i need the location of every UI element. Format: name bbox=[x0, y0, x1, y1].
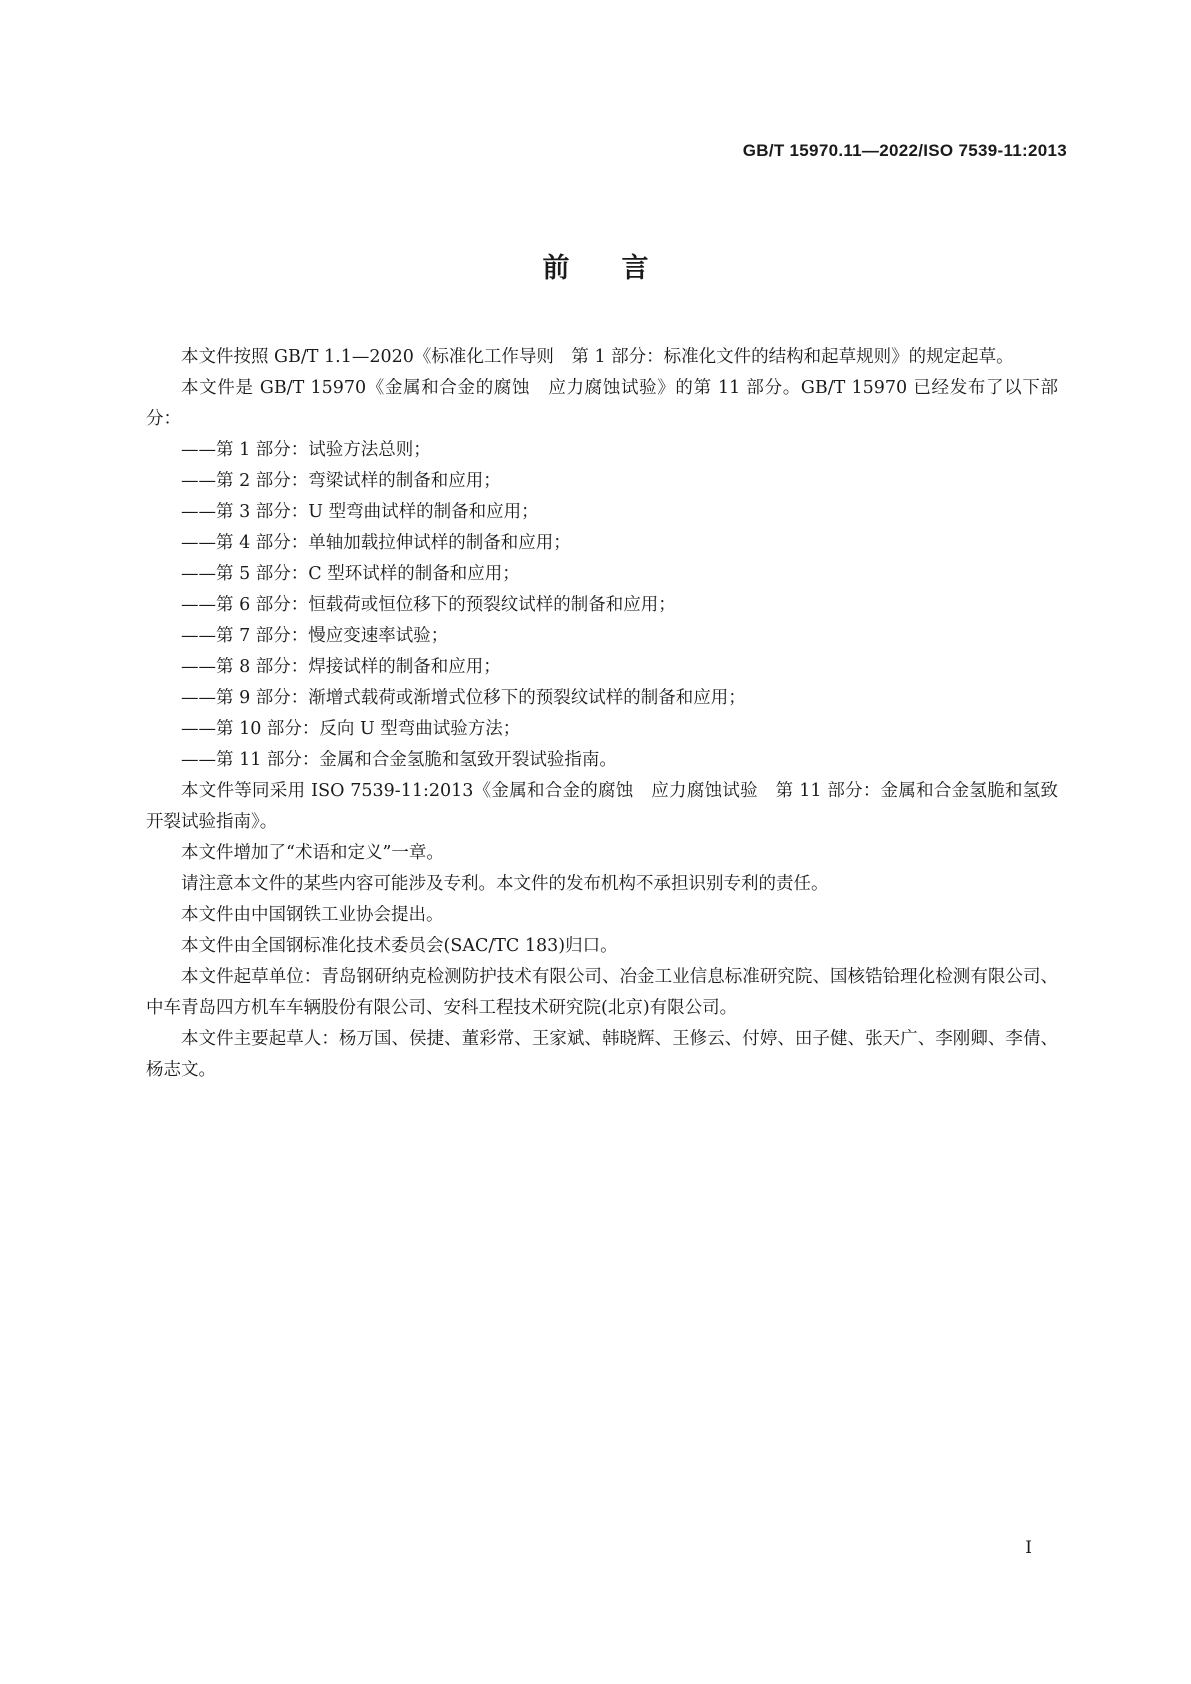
paragraph-added-chapter: 本文件增加了“术语和定义”一章。 bbox=[181, 843, 444, 863]
list-item: ——第 1 部分：试验方法总则； bbox=[181, 440, 431, 460]
paragraph-drafting-organizations: 本文件起草单位：青岛钢研纳克检测防护技术有限公司、冶金工业信息标准研究院、国核锆铪理化检测有限公司、中车青岛四方机车车辆股份有限公司、安科工程技术研究院(北京)有限公司。 bbox=[146, 967, 1058, 1018]
list-item: ——第 6 部分：恒载荷或恒位移下的预裂纹试样的制备和应用； bbox=[181, 595, 676, 615]
list-item: ——第 2 部分：弯梁试样的制备和应用； bbox=[181, 471, 501, 491]
paragraph-iso-adoption: 本文件等同采用 ISO 7539-11:2013《金属和合金的腐蚀 应力腐蚀试验 第 11 部分：金属和合金氢脆和氢致开裂试验指南》。 bbox=[146, 781, 1058, 832]
preface-body bbox=[146, 342, 1058, 1086]
paragraph-patent-notice: 请注意本文件的某些内容可能涉及专利。本文件的发布机构不承担识别专利的责任。 bbox=[181, 874, 829, 894]
list-item: ——第 11 部分：金属和合金氢脆和氢致开裂试验指南。 bbox=[181, 750, 617, 770]
list-item: ——第 7 部分：慢应变速率试验； bbox=[181, 626, 449, 646]
paragraph-committee: 本文件由全国钢标准化技术委员会(SAC/TC 183)归口。 bbox=[181, 936, 618, 956]
list-item: ——第 8 部分：焊接试样的制备和应用； bbox=[181, 657, 501, 677]
paragraph-drafters: 本文件主要起草人：杨万国、侯捷、董彩常、王家斌、韩晓辉、王修云、付婷、田子健、张天广、李刚卿、李倩、杨志文。 bbox=[146, 1029, 1058, 1080]
list-item: ——第 10 部分：反向 U 型弯曲试验方法； bbox=[181, 719, 521, 739]
list-item: ——第 5 部分：C 型环试样的制备和应用； bbox=[181, 564, 520, 584]
list-item: ——第 4 部分：单轴加载拉伸试样的制备和应用； bbox=[181, 533, 571, 553]
document-standard-number: GB/T 15970.11—2022/ISO 7539-11:2013 bbox=[742, 141, 1067, 160]
list-item: ——第 9 部分：渐增式载荷或渐增式位移下的预裂纹试样的制备和应用； bbox=[181, 688, 746, 708]
list-item: ——第 3 部分：U 型弯曲试样的制备和应用； bbox=[181, 502, 539, 522]
paragraph-drafting-rules: 本文件按照 GB/T 1.1—2020《标准化工作导则 第 1 部分：标准化文件的结构和起草规则》的规定起草。 bbox=[181, 347, 1014, 367]
paragraph-proposer: 本文件由中国钢铁工业协会提出。 bbox=[181, 905, 444, 925]
page-number: I bbox=[1025, 1538, 1032, 1558]
paragraph-series-overview: 本文件是 GB/T 15970《金属和合金的腐蚀 应力腐蚀试验》的第 11 部分。GB/T 15970 已经发布了以下部分： bbox=[146, 378, 1058, 429]
page-title: 前言 bbox=[542, 253, 701, 284]
parts-list bbox=[146, 435, 1058, 776]
